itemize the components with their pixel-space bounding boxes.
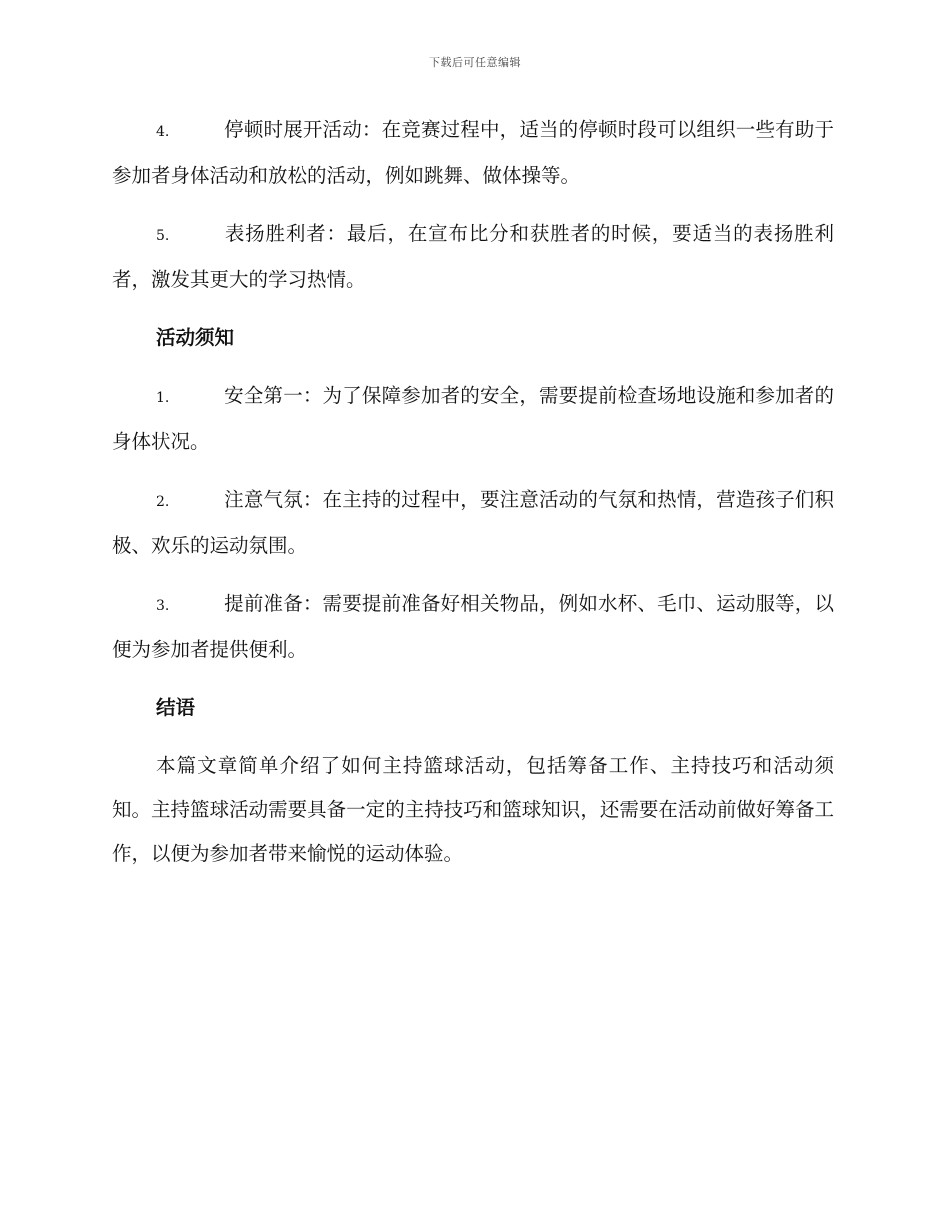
list-item-number: 3. <box>156 598 170 614</box>
document-body <box>112 108 834 890</box>
list-item <box>112 478 834 568</box>
list-item-number: 2. <box>156 494 170 510</box>
list-item <box>112 212 834 302</box>
conclusion-paragraph: 本篇文章简单介绍了如何主持篮球活动，包括筹备工作、主持技巧和活动须知。主持篮球活动需要具备一定的主持技巧和篮球知识，还需要在活动前做好筹备工作，以便为参加者带来愉悦的运动体验。 <box>112 754 834 865</box>
section-heading-conclusion: 结语 <box>156 696 196 719</box>
list-item <box>112 374 834 464</box>
list-item <box>112 108 834 198</box>
list-item-text: 注意气氛：在主持的过程中，要注意活动的气氛和热情，营造孩子们积极、欢乐的运动氛围。 <box>112 488 834 557</box>
list-item-number: 4. <box>156 124 170 140</box>
list-item-text: 表扬胜利者：最后，在宣布比分和获胜者的时候，要适当的表扬胜利者，激发其更大的学习热情。 <box>112 222 834 291</box>
list-item-text: 安全第一：为了保障参加者的安全，需要提前检查场地设施和参加者的身体状况。 <box>112 384 834 453</box>
list-item-text: 提前准备：需要提前准备好相关物品，例如水杯、毛巾、运动服等，以便为参加者提供便利。 <box>112 592 834 661</box>
list-item-number: 5. <box>156 228 170 244</box>
list-item <box>112 582 834 672</box>
list-item-number: 1. <box>156 390 170 406</box>
page-header: 下载后可任意编辑 <box>429 56 521 69</box>
list-item-text: 停顿时展开活动：在竞赛过程中，适当的停顿时段可以组织一些有助于参加者身体活动和放松的活动，例如跳舞、做体操等。 <box>112 118 834 187</box>
section-heading-notice: 活动须知 <box>156 326 235 349</box>
